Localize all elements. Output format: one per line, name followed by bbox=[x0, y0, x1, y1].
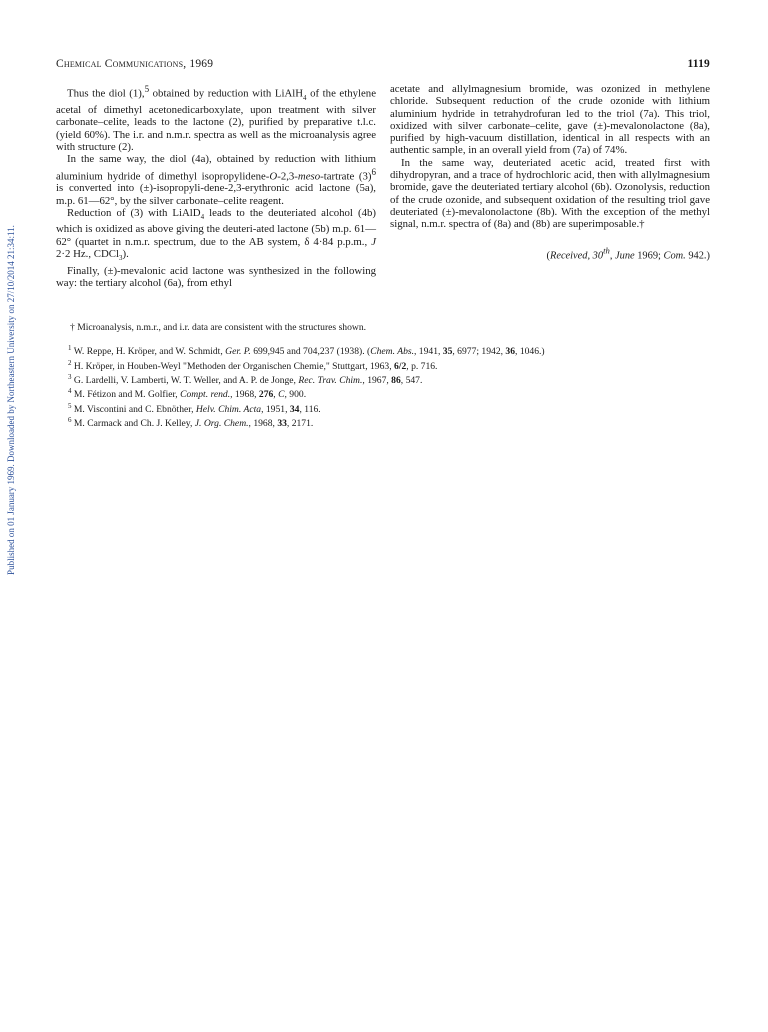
reference-item: $^4$ M. Fétizon and M. Golfier, Compt. rend., 1968, 276, C, 900. bbox=[68, 387, 307, 401]
paragraph-mevalonic-intro: Finally, (±)-mevalonic acid lactone was synthesized in the following way: the tertiary alcohol (6a), from ethyl bbox=[56, 264, 376, 289]
download-watermark bbox=[4, 180, 18, 620]
paragraph-tartrate: In the same way, the diol (4a), obtained by reduction with lithium aluminium hydride of dimethyl isopropylidene-O-2,3-meso-tartrate $(3)^6$ is converted into (±)-isopropyli-dene-2,3-erythronic acid lactone (5a), m.p. 61—62°, by the silver carbonate–celite reagent. bbox=[56, 153, 376, 207]
page-number: 1119 bbox=[687, 58, 710, 70]
received-date: (Received, 30th, June 1969; Com. 942.) bbox=[546, 245, 710, 262]
citation-ref[interactable]: 5 bbox=[144, 84, 150, 94]
download-watermark-text: Published on 01 January 1969. Downloaded by Northeastern University on 27/10/2014 21:34:11. bbox=[6, 225, 16, 575]
reference-item: $^1$ W. Reppe, H. Kröper, and W. Schmidt, Ger. P. 699,945 and 704,237 (1938). (Chem. Abs., 1941, 35, 6977; 1942, 36, 1046.) bbox=[68, 344, 545, 358]
notes-section bbox=[56, 322, 710, 430]
reference-item: $^2$ H. Kröper, in Houben-Weyl "Methoden der Organischen Chemie," Stuttgart, 1963, 6/2, p. 716. bbox=[68, 358, 438, 372]
paragraph-deuteriated-mevalonolactone: In the same way, deuteriated acetic acid, treated first with dihydropyran, and a trace of hydrochloric acid, then with allylmagnesium bromide, gave the deuteriated tertiary alcohol (6b). Ozonolysis, reduction of the crude ozonide, and subsequent oxidation of the resulting triol gave deuteriated (±)-mevalonolactone (8b). With the exception of the methyl signal, n.m.r. spectra of (8a) and (8b) are superimposable.† bbox=[390, 156, 710, 231]
footnote: † Microanalysis, n.m.r., and i.r. data are consistent with the structures shown. bbox=[70, 322, 367, 333]
paragraph-diol-lactone: Thus the diol (1),$^5$ obtained by reduction with LiAlH$_4$ of the ethylene acetal of dimethyl acetonedicarboxylate, upon treatment with silver carbonate–celite, leads to the lactone (2), purified by preparative t.l.c. (yield 60%). The i.r. and n.m.r. spectra as well as the microanalysis agree with structure (2). bbox=[56, 84, 376, 153]
reference-item: $^3$ G. Lardelli, V. Lamberti, W. T. Weller, and A. P. de Jonge, Rec. Trav. Chim., 1967, 86, 547. bbox=[68, 372, 423, 387]
reference-item: $^6$ M. Carmack and Ch. J. Kelley, J. Org. Chem., 1968, 33, 2171. bbox=[68, 416, 314, 430]
left-column bbox=[56, 83, 376, 289]
citation-ref[interactable]: 6 bbox=[371, 166, 376, 177]
paragraph-ozonolysis: acetate and allylmagnesium bromide, was ozonized in methylene chloride. Subsequent reduction of the crude ozonide with lithium aluminium hydride in tetrahydrofuran led to the triol (7a). This triol, oxidized with silver carbonate–celite, gave (±)-mevalonolactone (8a), purified by high-vacuum distillation, identical in all respects with an authentic sample, in an overall yield from (7a) of 74%. bbox=[390, 83, 710, 157]
reference-item: $^5$ M. Viscontini and C. Ebnöther, Helv. Chim. Acta, 1951, 34, 116. bbox=[68, 401, 321, 415]
paragraph-deuteriated-lactone: Reduction of (3) with LiAlD$_4$ leads to the deuteriated alcohol (4b) which is oxidized as above giving the deuteri-ated lactone (5b) m.p. 61—62° (quartet in n.m.r. spectrum, due to the AB system, δ 4·84 p.p.m., J 2·2 Hz., CDCl$_3$). bbox=[56, 207, 376, 263]
running-header bbox=[56, 58, 710, 74]
journal-title: Chemical Communications, 1969 bbox=[56, 58, 214, 70]
right-column bbox=[390, 83, 710, 262]
